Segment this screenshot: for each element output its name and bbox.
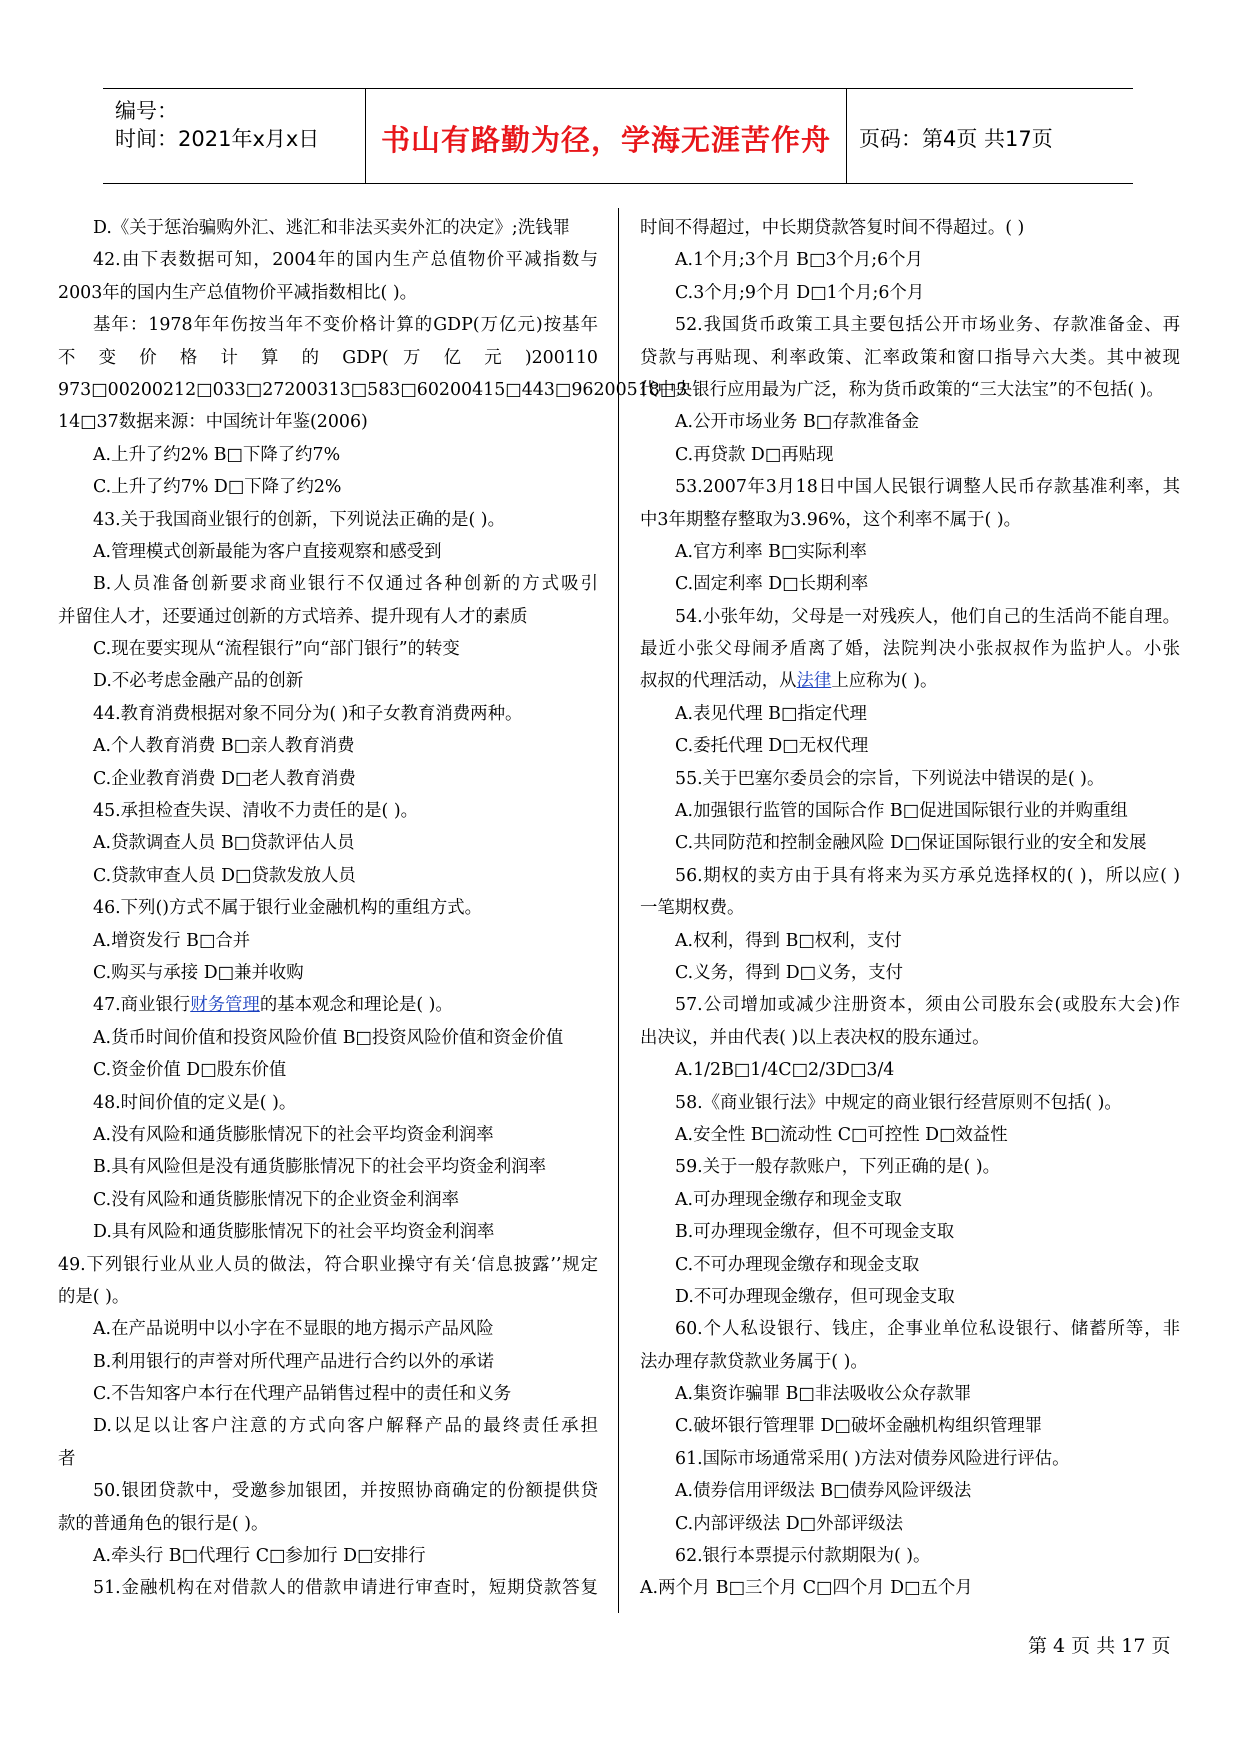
text-line: B.人员准备创新要求商业银行不仅通过各种创新的方式吸引 xyxy=(93,574,598,595)
text-segment: 47.商业银行 xyxy=(93,995,191,1016)
text-line: A.增资发行 B□合并 xyxy=(93,930,251,951)
text-line: C.共同防范和控制金融风险 D□保证国际银行业的安全和发展 xyxy=(675,833,1147,854)
left-column xyxy=(58,212,688,1605)
text-line: A.表见代理 B□指定代理 xyxy=(675,703,867,724)
text-line: 56.期权的卖方由于具有将来为买方承兑选择权的( )，所以应( ) xyxy=(675,865,1180,886)
text-line: D.以足以让客户注意的方式向客户解释产品的最终责任承担 xyxy=(93,1416,598,1437)
right-column xyxy=(640,212,1180,1605)
text-line: 时间不得超过，中长期贷款答复时间不得超过。( ) xyxy=(640,218,1025,238)
text-line: 的是( )。 xyxy=(58,1286,130,1307)
text-line: C.购买与承接 D□兼并收购 xyxy=(93,962,304,983)
text-line: 59.关于一般存款账户，下列正确的是( )。 xyxy=(675,1157,1001,1178)
text-line: 中3年期整存整取为3.96%，这个利率不属于( )。 xyxy=(640,509,1022,530)
text-line: 不 变 价 格 计 算 的 GDP( 万 亿 元 )200110 xyxy=(58,347,598,368)
text-line: A.1/2B□1/4C□2/3D□3/4 xyxy=(675,1060,895,1081)
text-line: 50.银团贷款中，受邀参加银团，并按照协商确定的份额提供贷 xyxy=(93,1481,598,1502)
text-line: C.贷款审查人员 D□贷款发放人员 xyxy=(93,865,356,886)
text-line: 代中央银行应用最为广泛，称为货币政策的“三大法宝”的不包括( )。 xyxy=(640,379,1164,400)
text-line: 53.2007年3月18日中国人民银行调整人民币存款基准利率，其 xyxy=(675,477,1180,498)
text-line: 者 xyxy=(58,1448,76,1469)
text-line: 款的普通角色的银行是( )。 xyxy=(58,1513,269,1534)
text-line: 973□00200212□033□27200313□583□60200415□443□96200518□3 xyxy=(58,379,688,400)
header-meta-cell xyxy=(103,89,365,183)
text-line: 61.国际市场通常采用( )方法对债券风险进行评估。 xyxy=(675,1448,1070,1469)
text-line: C.不可办理现金缴存和现金支取 xyxy=(675,1254,920,1275)
text-line: 58.《商业银行法》中规定的商业银行经营原则不包括( )。 xyxy=(675,1092,1122,1113)
text-line: A.权利，得到 B□权利，支付 xyxy=(675,930,902,951)
text-line: 55.关于巴塞尔委员会的宗旨，下列说法中错误的是( )。 xyxy=(675,768,1105,789)
text-line: D.不可办理现金缴存，但可现金支取 xyxy=(675,1286,955,1307)
hyperlink[interactable]: 法律 xyxy=(796,671,832,692)
text-line: D.不必考虑金融产品的创新 xyxy=(93,671,304,692)
text-line: 52.我国货币政策工具主要包括公开市场业务、存款准备金、再 xyxy=(675,315,1180,336)
text-line: A.牵头行 B□代理行 C□参加行 D□安排行 xyxy=(93,1546,426,1567)
header-motto-cell xyxy=(365,89,847,183)
text-line: A.公开市场业务 B□存款准备金 xyxy=(675,412,920,433)
header-table xyxy=(103,88,1133,184)
text-line xyxy=(640,665,1180,697)
text-line: 45.承担检查失误、清收不力责任的是( )。 xyxy=(93,801,419,822)
text-line: C.不告知客户本行在代理产品销售过程中的责任和义务 xyxy=(93,1384,512,1405)
document-time-label: 时间：2021年x月x日 xyxy=(115,127,320,151)
text-line: A.两个月 B□三个月 C□四个月 D□五个月 xyxy=(640,1578,973,1599)
text-line: 60.个人私设银行、钱庄，企事业单位私设银行、储蓄所等，非 xyxy=(675,1319,1180,1340)
text-line: 法办理存款贷款业务属于( )。 xyxy=(640,1351,868,1372)
text-line: 出决议，并由代表( )以上表决权的股东通过。 xyxy=(640,1027,990,1048)
hyperlink[interactable]: 财务管理 xyxy=(190,995,260,1016)
text-line: 51.金融机构在对借款人的借款申请进行审查时，短期贷款答复 xyxy=(93,1578,598,1599)
text-line: 44.教育消费根据对象不同分为( )和子女教育消费两种。 xyxy=(93,703,523,724)
text-line: C.没有风险和通货膨胀情况下的企业资金利润率 xyxy=(93,1189,460,1210)
text-line: 48.时间价值的定义是( )。 xyxy=(93,1092,297,1113)
text-line: C.委托代理 D□无权代理 xyxy=(675,736,869,757)
text-line: 49.下列银行业从业人员的做法，符合职业操守有关‘信息披露’’规定 xyxy=(58,1254,598,1275)
text-line: A.没有风险和通货膨胀情况下的社会平均资金利润率 xyxy=(93,1124,494,1145)
text-line: A.贷款调查人员 B□贷款评估人员 xyxy=(93,833,355,854)
text-line: C.3个月;9个月 D□1个月;6个月 xyxy=(675,282,925,303)
text-line: A.上升了约2% B□下降了约7% xyxy=(93,444,341,465)
text-line: C.企业教育消费 D□老人教育消费 xyxy=(93,768,356,789)
text-line: B.具有风险但是没有通货膨胀情况下的社会平均资金利润率 xyxy=(93,1157,547,1178)
text-line: A.1个月;3个月 B□3个月;6个月 xyxy=(675,250,923,271)
text-line: 57.公司增加或减少注册资本，须由公司股东会(或股东大会)作 xyxy=(675,995,1180,1016)
text-line: 并留住人才，还要通过创新的方式培养、提升现有人才的素质 xyxy=(58,606,528,627)
text-line: A.可办理现金缴存和现金支取 xyxy=(675,1189,902,1210)
text-line: C.固定利率 D□长期利率 xyxy=(675,574,869,595)
header-page-label: 页码：第4页 共17页 xyxy=(859,127,1053,151)
text-line: C.内部评级法 D□外部评级法 xyxy=(675,1513,904,1534)
text-line: 一笔期权费。 xyxy=(640,898,745,919)
document-number-label: 编号： xyxy=(115,99,178,123)
text-line: A.安全性 B□流动性 C□可控性 D□效益性 xyxy=(675,1124,1008,1145)
text-segment: 上应称为( )。 xyxy=(831,671,938,692)
text-line: B.利用银行的声誉对所代理产品进行合约以外的承诺 xyxy=(93,1351,494,1372)
text-line: A.加强银行监管的国际合作 B□促进国际银行业的并购重组 xyxy=(675,801,1128,822)
text-line: 43.关于我国商业银行的创新，下列说法正确的是( )。 xyxy=(93,509,505,530)
column-divider xyxy=(618,208,619,1613)
header-page-cell xyxy=(847,89,1133,183)
text-line: A.官方利率 B□实际利率 xyxy=(675,541,867,562)
text-line: D.《关于惩治骗购外汇、逃汇和非法买卖外汇的决定》;洗钱罪 xyxy=(93,218,570,238)
text-line: 最近小张父母闹矛盾离了婚，法院判决小张叔叔作为监护人。小张 xyxy=(640,639,1180,660)
text-line: B.可办理现金缴存，但不可现金支取 xyxy=(675,1222,955,1243)
text-line: C.上升了约7% D□下降了约2% xyxy=(93,477,342,498)
text-line: C.再贷款 D□再贴现 xyxy=(675,444,834,465)
text-line: A.债券信用评级法 B□债券风险评级法 xyxy=(675,1481,972,1502)
text-line: A.在产品说明中以小字在不显眼的地方揭示产品风险 xyxy=(93,1319,494,1340)
text-segment: 叔叔的代理活动，从 xyxy=(640,671,797,692)
text-segment: 的基本观念和理论是( )。 xyxy=(259,995,453,1016)
text-line: A.货币时间价值和投资风险价值 B□投资风险价值和资金价值 xyxy=(93,1027,564,1048)
text-line: 2003年的国内生产总值物价平减指数相比( )。 xyxy=(58,282,417,303)
text-line: A.集资诈骗罪 B□非法吸收公众存款罪 xyxy=(675,1384,972,1405)
text-line: 贷款与再贴现、利率政策、汇率政策和窗口指导六大类。其中被现 xyxy=(640,347,1180,368)
text-line: C.资金价值 D□股东价值 xyxy=(93,1060,287,1081)
text-line xyxy=(58,989,598,1021)
header-motto: 书山有路勤为径，学海无涯苦作舟 xyxy=(380,123,831,157)
text-line: 54.小张年幼，父母是一对残疾人，他们自己的生活尚不能自理。 xyxy=(675,606,1180,627)
text-line: C.破坏银行管理罪 D□破坏金融机构组织管理罪 xyxy=(675,1416,1043,1437)
text-line: 62.银行本票提示付款期限为( )。 xyxy=(675,1546,931,1567)
text-line: A.管理模式创新最能为客户直接观察和感受到 xyxy=(93,541,442,562)
text-line: C.义务，得到 D□义务，支付 xyxy=(675,962,904,983)
footer-page-number: 第 4 页 共 17 页 xyxy=(1028,1635,1171,1657)
text-line: 基年：1978年年伤按当年不变价格计算的GDP(万亿元)按基年 xyxy=(93,315,598,336)
text-line: 42.由下表数据可知，2004年的国内生产总值物价平减指数与 xyxy=(93,250,598,271)
text-line: C.现在要实现从“流程银行”向“部门银行”的转变 xyxy=(93,639,460,660)
text-line: D.具有风险和通货膨胀情况下的社会平均资金利润率 xyxy=(93,1222,495,1243)
text-line: 14□37数据来源：中国统计年鉴(2006) xyxy=(58,412,368,433)
text-line: A.个人教育消费 B□亲人教育消费 xyxy=(93,736,355,757)
text-line: 46.下列()方式不属于银行业金融机构的重组方式。 xyxy=(93,898,483,919)
